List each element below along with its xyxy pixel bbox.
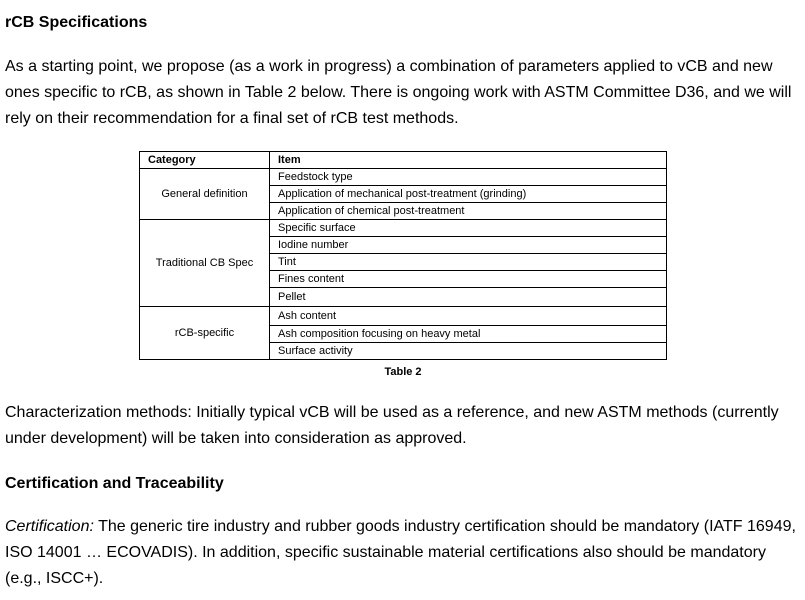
table-row (140, 220, 667, 237)
table-header-category: Category (140, 152, 270, 169)
table-item-cell: Feedstock type (270, 169, 667, 186)
table-item-cell: Application of mechanical post-treatment (grinding) (270, 186, 667, 203)
intro-paragraph: As a starting point, we propose (as a work in progress) a combination of parameters applied to vCB and new ones specific to rCB, as shown in Table 2 below. There is ongoing work with ASTM Committee D36, and we will rely on their recommendation for a final set of rCB test methods. (5, 58, 792, 127)
certification-lead: Certification: (5, 518, 94, 535)
table-row (140, 169, 667, 186)
table-item-cell: Application of chemical post-treatment (270, 203, 667, 220)
table-item-cell: Ash composition focusing on heavy metal (270, 326, 667, 343)
table-category-cell: General definition (140, 169, 270, 220)
table-item-cell: Tint (270, 254, 667, 271)
table-item-cell: Ash content (270, 307, 667, 326)
specifications-table (139, 151, 667, 360)
table-item-cell: Pellet (270, 288, 667, 307)
table-row (140, 307, 667, 326)
table-category-cell: rCB-specific (140, 307, 270, 360)
section-heading-certification: Certification and Traceability (5, 475, 224, 492)
certification-body: The generic tire industry and rubber goods industry certification should be mandatory (IATF 16949, ISO 14001 … ECOVADIS). In addition, specific sustainable material certifications also should be mandatory (e.g., ISCC+). (5, 518, 796, 587)
certification-paragraph (5, 514, 800, 592)
characterization-paragraph: Characterization methods: Initially typical vCB will be used as a reference, and new ASTM methods (currently under development) will be taken into consideration as approved. (5, 404, 779, 447)
table-caption: Table 2 (384, 366, 422, 378)
table-item-cell: Surface activity (270, 343, 667, 360)
table-item-cell: Iodine number (270, 237, 667, 254)
table-item-cell: Fines content (270, 271, 667, 288)
table-item-cell: Specific surface (270, 220, 667, 237)
table-category-cell: Traditional CB Spec (140, 220, 270, 307)
table-header-item: Item (270, 152, 667, 169)
section-heading-rcb-specifications: rCB Specifications (5, 14, 148, 31)
